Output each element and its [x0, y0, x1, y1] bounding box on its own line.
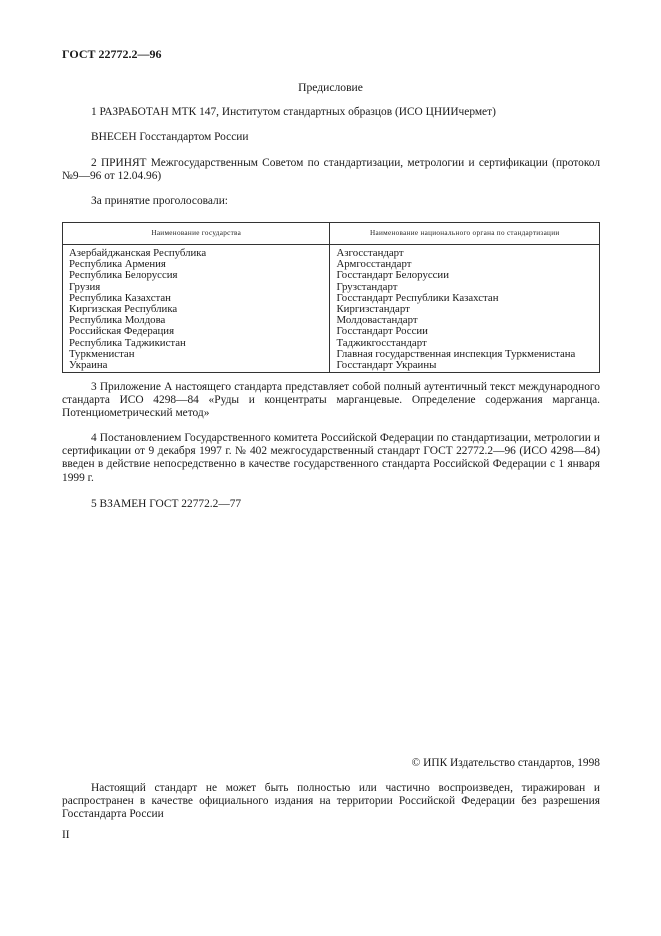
- paragraph-3-annex-a: 3 Приложение А настоящего стандарта представляет собой полный аутентичный текст международного стандарта ИСО 4298—84 «Руды и концентраты марганцевые. Определение содержания марганца. Потенциометрический метод»: [62, 381, 600, 420]
- standards-body-cell: Грузстандарт: [330, 282, 600, 293]
- section-title: Предисловие: [298, 81, 363, 94]
- state-name-cell: Республика Таджикистан: [63, 338, 330, 349]
- paragraph-4-enactment: 4 Постановлением Государственного комитета Российской Федерации по стандартизации, метрологии и сертификации от 9 декабря 1997 г. № 402 межгосударственный стандарт ГОСТ 22772.2—96 (ИСО 4298—84) введен в действие непосредственно в качестве государственного стандарта Российской Федерации с 1 января 1999 г.: [62, 432, 600, 484]
- table-row: [63, 270, 600, 281]
- standards-body-cell: Госстандарт Республики Казахстан: [330, 293, 600, 304]
- state-name-cell: Грузия: [63, 282, 330, 293]
- column-header-state: Наименование государства: [63, 223, 330, 245]
- standards-body-cell: Таджикгосстандарт: [330, 338, 600, 349]
- standards-body-cell: Азгосстандарт: [330, 245, 600, 260]
- standards-body-cell: Главная государственная инспекция Туркменистана: [330, 349, 600, 360]
- standards-body-cell: Киргизстандарт: [330, 304, 600, 315]
- state-name-cell: Республика Белоруссия: [63, 270, 330, 281]
- state-name-cell: Украина: [63, 360, 330, 373]
- standards-body-cell: Госстандарт Белоруссии: [330, 270, 600, 281]
- state-name-cell: Республика Казахстан: [63, 293, 330, 304]
- state-name-cell: Российская Федерация: [63, 326, 330, 337]
- page-number: II: [62, 829, 70, 841]
- state-name-cell: Туркменистан: [63, 349, 330, 360]
- table-row: [63, 245, 600, 260]
- table-row: [63, 326, 600, 337]
- table-row: [63, 360, 600, 373]
- copyright-line: © ИПК Издательство стандартов, 1998: [411, 757, 600, 769]
- standards-body-cell: Госстандарт Украины: [330, 360, 600, 373]
- table-header-row: [63, 223, 600, 245]
- state-name-cell: Республика Молдова: [63, 315, 330, 326]
- paragraph-5-replaces: 5 ВЗАМЕН ГОСТ 22772.2—77: [91, 498, 242, 510]
- paragraph-1-developed-by: 1 РАЗРАБОТАН МТК 147, Институтом стандартных образцов (ИСО ЦНИИчермет): [91, 106, 496, 118]
- table-row: [63, 349, 600, 360]
- state-name-cell: Азербайджанская Республика: [63, 245, 330, 260]
- voting-states-table: [62, 222, 600, 373]
- paragraph-1-introduced-by: ВНЕСЕН Госстандартом России: [91, 131, 249, 143]
- document-code-header: ГОСТ 22772.2—96: [62, 47, 162, 61]
- column-header-standards-body: Наименование национального органа по стандартизации: [330, 223, 600, 245]
- vote-intro-text: За принятие проголосовали:: [91, 195, 228, 207]
- standards-body-cell: Молдовастандарт: [330, 315, 600, 326]
- state-name-cell: Киргизская Республика: [63, 304, 330, 315]
- standards-body-cell: Госстандарт России: [330, 326, 600, 337]
- paragraph-2-adopted-by: 2 ПРИНЯТ Межгосударственным Советом по стандартизации, метрологии и сертификации (протокол №9—96 от 12.04.96): [62, 157, 600, 183]
- reproduction-notice: Настоящий стандарт не может быть полностью или частично воспроизведен, тиражирован и распространен в качестве официального издания на территории Российской Федерации без разрешения Госстандарта России: [62, 782, 600, 821]
- standards-body-cell: Армгосстандарт: [330, 259, 600, 270]
- state-name-cell: Республика Армения: [63, 259, 330, 270]
